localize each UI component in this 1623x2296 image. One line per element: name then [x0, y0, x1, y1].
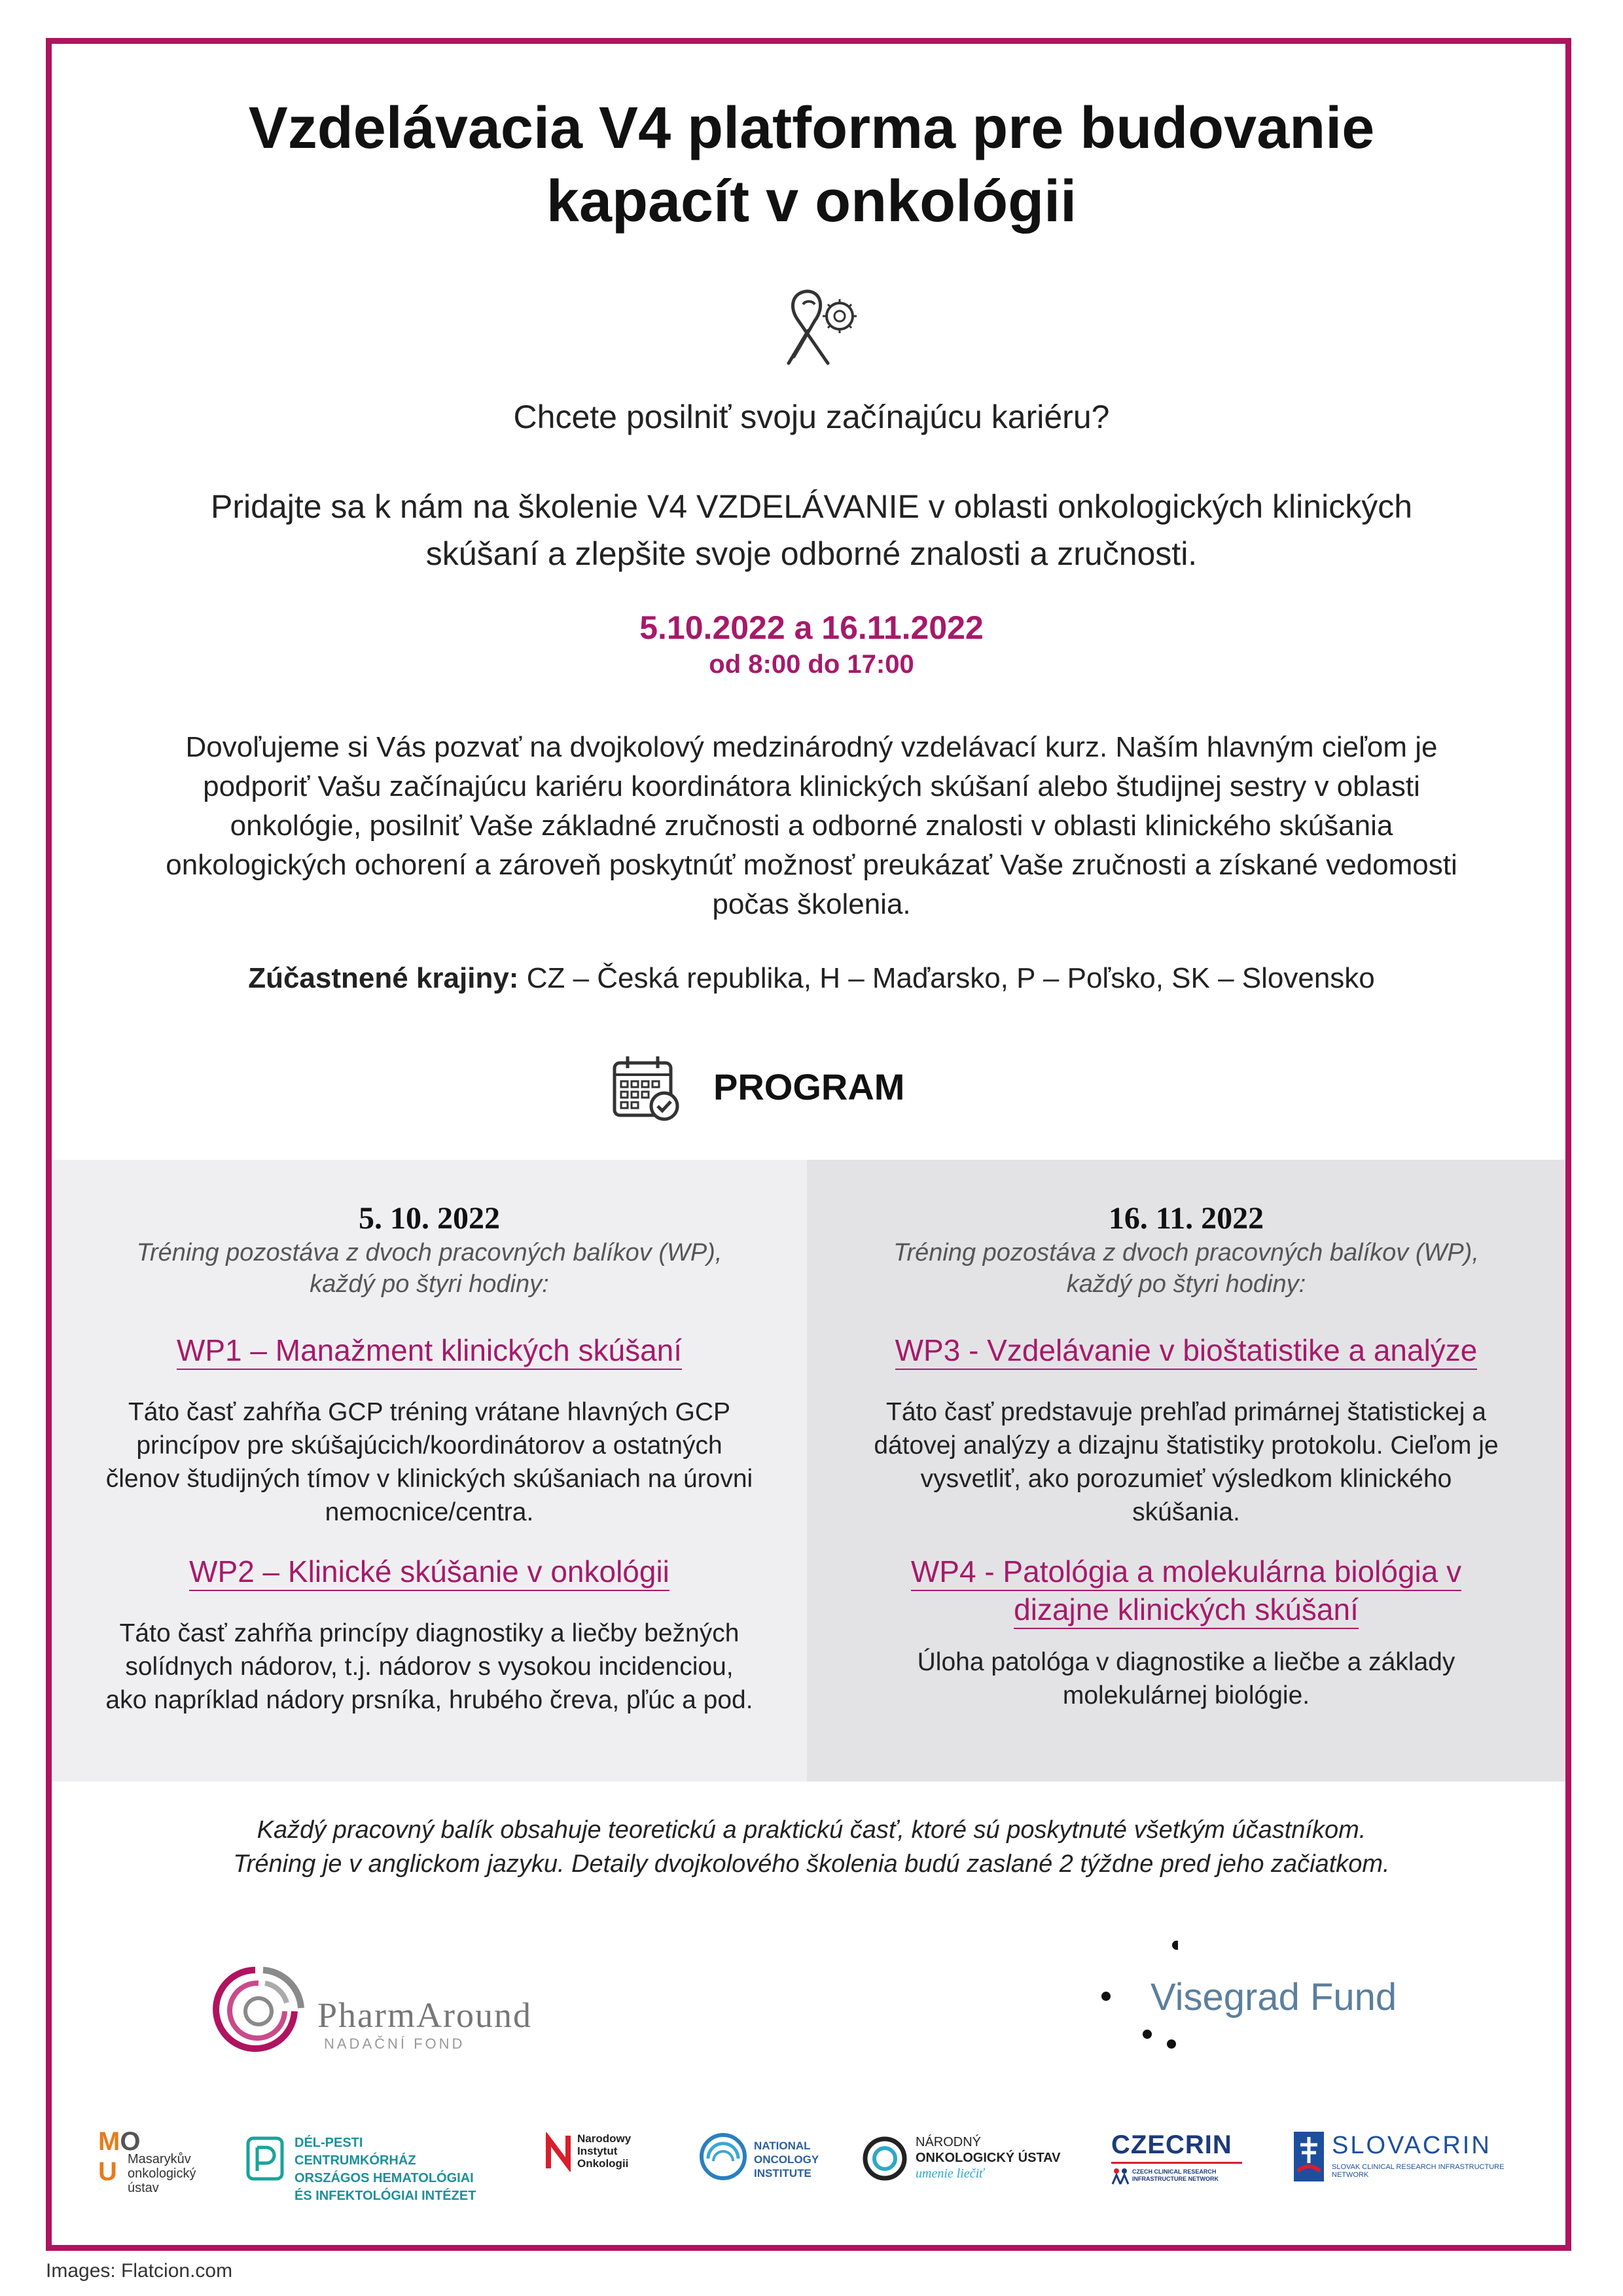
invitation-body: [98, 728, 1525, 924]
cancer-ribbon-icon: [762, 285, 861, 370]
body-line: Dovoľujeme si Vás pozvať na dvojkolový medzinárodný vzdelávací kurz. Naším hlavným cieľom je: [185, 731, 1438, 763]
event-hours: od 8:00 do 17:00: [709, 650, 914, 679]
subtitle-line: každý po štyri hodiny:: [1066, 1270, 1306, 1298]
body-line: počas školenia.: [712, 888, 911, 920]
title-line-2: kapacít v onkológii: [546, 169, 1077, 234]
nou-name: [916, 2134, 1060, 2181]
visegrad-fund-name: Visegrad Fund: [1150, 1976, 1397, 2018]
day-2-subtitle: [807, 1237, 1565, 1300]
nou-circle-icon: [861, 2134, 909, 2183]
wp4-description: [807, 1645, 1565, 1712]
wp2-description: [52, 1617, 807, 1717]
wp4-title-line-1: WP4 - Patológia a molekulárna biológia v: [911, 1554, 1461, 1591]
del-pesti-logo: [245, 2130, 481, 2203]
wp2-title: [52, 1552, 807, 1590]
footnote: [0, 1813, 1623, 1881]
wp-line: solídnych nádorov, t.j. nádorov s vysokou incidenciou,: [125, 1653, 734, 1681]
wp4-title: [807, 1552, 1565, 1628]
title-line-1: Vzdelávacia V4 platforma pre budovanie: [248, 96, 1375, 161]
czecrin-name: CZECRIN: [1111, 2130, 1232, 2159]
mou-line: Masarykův: [128, 2152, 191, 2166]
intro-line-1: Pridajte sa k nám na školenie V4 VZDELÁVANIE v oblasti onkologických klinických: [210, 488, 1412, 525]
wp4-title-line-2: dizajne klinických skúšaní: [1014, 1592, 1359, 1629]
narodny-onkologicky-ustav-logo: [861, 2130, 1077, 2196]
image-credit: Images: Flatcion.com: [46, 2260, 233, 2282]
pharmaround-logo: [209, 1962, 615, 2067]
noi-line: INSTITUTE: [754, 2167, 812, 2179]
wp-line: nemocnice/centra.: [325, 1498, 534, 1526]
program-day-1: [52, 1160, 807, 1782]
program-heading: PROGRAM: [713, 1066, 905, 1107]
wp1-title: [52, 1331, 807, 1369]
footnote-line-1: Každý pracovný balík obsahuje teoretickú a praktickú časť, ktoré sú poskytnuté všetkým účastníkom.: [257, 1816, 1366, 1844]
mou-line: ústav: [128, 2181, 159, 2195]
page-frame: [46, 38, 1571, 2251]
nio-name: [577, 2132, 631, 2170]
day-1-subtitle: [52, 1237, 807, 1300]
wp-line: vysvetliť, ako porozumieť výsledkom klinického: [920, 1465, 1452, 1493]
del-pesti-mark-icon: [245, 2136, 285, 2181]
czecrin-subtitle: CZECH CLINICAL RESEARCH INFRASTRUCTURE NETWORK: [1132, 2168, 1219, 2182]
nio-line: Onkologii: [577, 2157, 629, 2170]
body-line: podporiť Vašu začínajúcu kariéru koordinátora klinických skúšaní alebo študijnej sestry v oblasti: [203, 770, 1420, 802]
czecrin-divider: [1111, 2162, 1242, 2164]
wp3-title: [807, 1331, 1565, 1369]
noi-wave-icon: [699, 2132, 747, 2181]
wp-line: členov študijných tímov v klinických skúšaniach na úrovni: [105, 1465, 753, 1493]
visegrad-fund-logo: [1080, 1937, 1420, 2055]
pharmaround-mark-icon: [209, 1962, 308, 2060]
subtitle-line: Tréning pozostáva z dvoch pracovných balíkov (WP),: [893, 1239, 1479, 1266]
day-1-date: 5. 10. 2022: [359, 1201, 500, 1236]
nou-line: ONKOLOGICKÝ ÚSTAV: [916, 2151, 1061, 2165]
mou-line: onkologický: [128, 2166, 196, 2181]
body-line: onkologických ochorení a zároveň poskytnúť možnosť preukázať Vaše zručnosti a získané vedomosti: [166, 849, 1457, 881]
nou-tagline: umenie liečiť: [916, 2166, 984, 2181]
pharmaround-name: PharmAround: [317, 1996, 532, 2035]
wp-line: skúšania.: [1132, 1498, 1240, 1526]
del-pesti-line: ORSZÁGOS HEMATOLÓGIAI: [294, 2171, 474, 2185]
page-title: [0, 92, 1623, 238]
wp3-description: [807, 1395, 1565, 1529]
noi-line: ONCOLOGY: [754, 2153, 819, 2166]
program-day-2: [807, 1160, 1565, 1782]
nio-line: Narodowy: [577, 2132, 632, 2145]
nio-logo: [543, 2127, 654, 2199]
mou-name: [128, 2152, 196, 2195]
slovacrin-name: SLOVACRIN: [1332, 2132, 1491, 2159]
question-text: Chcete posilniť svoju začínajúcu kariéru?: [513, 399, 1110, 435]
subtitle-line: každý po štyri hodiny:: [310, 1270, 549, 1298]
wp-line: Táto časť predstavuje prehľad primárnej štatistickej a: [886, 1398, 1486, 1426]
event-dates: 5.10.2022 a 16.11.2022: [639, 609, 984, 646]
wp-line: Táto časť zahŕňa princípy diagnostiky a liečby bežných: [119, 1619, 740, 1647]
nio-line: Instytut: [577, 2145, 618, 2157]
intro-text: [0, 483, 1623, 577]
wp-line: dátovej analýzy a dizajnu štatistiky protokolu. Cieľom je: [874, 1431, 1499, 1460]
wp2-title-text: WP2 – Klinické skúšanie v onkológii: [189, 1554, 669, 1591]
wp1-description: [52, 1395, 807, 1529]
wp-line: Táto časť zahŕňa GCP tréning vrátane hlavných GCP: [128, 1398, 731, 1426]
wp-line: ako napríklad nádory prsníka, hrubého čreva, pľúc a pod.: [105, 1686, 753, 1714]
wp1-title-text: WP1 – Manažment klinických skúšaní: [177, 1333, 682, 1370]
pharmaround-subtitle: NADAČNÍ FOND: [324, 2036, 465, 2052]
participating-countries: [0, 962, 1623, 995]
national-oncology-institute-logo: [699, 2132, 843, 2191]
del-pesti-name: [294, 2134, 481, 2205]
slovacrin-mark-icon: [1293, 2130, 1325, 2183]
wp-line: princípov pre skúšajúcich/koordinátorov a ostatných: [136, 1431, 722, 1460]
mou-mark-icon: MO: [98, 2127, 141, 2156]
intro-line-2: skúšaní a zlepšite svoje odborné znalosti a zručnosti.: [425, 535, 1198, 572]
nio-mark-icon: [543, 2132, 573, 2172]
wp3-title-text: WP3 - Vzdelávanie v bioštatistike a analýze: [895, 1333, 1478, 1370]
czecrin-people-icon: [1111, 2167, 1130, 2185]
czecrin-logo: [1111, 2130, 1255, 2196]
countries-value: CZ – Česká republika, H – Maďarsko, P – Poľsko, SK – Slovensko: [518, 962, 1375, 994]
slovacrin-subtitle: SLOVAK CLINICAL RESEARCH INFRASTRUCTURE NETWORK: [1332, 2163, 1505, 2179]
subtitle-line: Tréning pozostáva z dvoch pracovných balíkov (WP),: [136, 1239, 722, 1266]
wp-line: molekulárnej biológie.: [1062, 1681, 1310, 1710]
mou-u-icon: U: [98, 2157, 117, 2186]
footnote-line-2: Tréning je v anglickom jazyku. Detaily dvojkolového školenia budú zaslané 2 týždne pred jeho začiatkom.: [233, 1850, 1390, 1878]
day-2-date: 16. 11. 2022: [1108, 1201, 1264, 1236]
noi-name: [754, 2139, 819, 2180]
calendar-check-icon: [612, 1054, 681, 1122]
slovacrin-logo: [1293, 2130, 1528, 2196]
countries-label: Zúčastnené krajiny:: [248, 962, 519, 994]
wp-line: Úloha patológa v diagnostike a liečbe a základy: [917, 1648, 1455, 1676]
mou-logo: [98, 2127, 216, 2199]
del-pesti-line: DÉL-PESTI CENTRUMKÓRHÁZ: [294, 2136, 416, 2168]
noi-line: NATIONAL: [754, 2140, 811, 2152]
nou-line: NÁRODNÝ: [916, 2135, 982, 2149]
body-line: onkológie, posilniť Vaše základné zručnosti a odborné znalosti v oblasti klinického skúšania: [230, 810, 1393, 842]
del-pesti-line: ÉS INFEKTOLÓGIAI INTÉZET: [294, 2189, 476, 2203]
